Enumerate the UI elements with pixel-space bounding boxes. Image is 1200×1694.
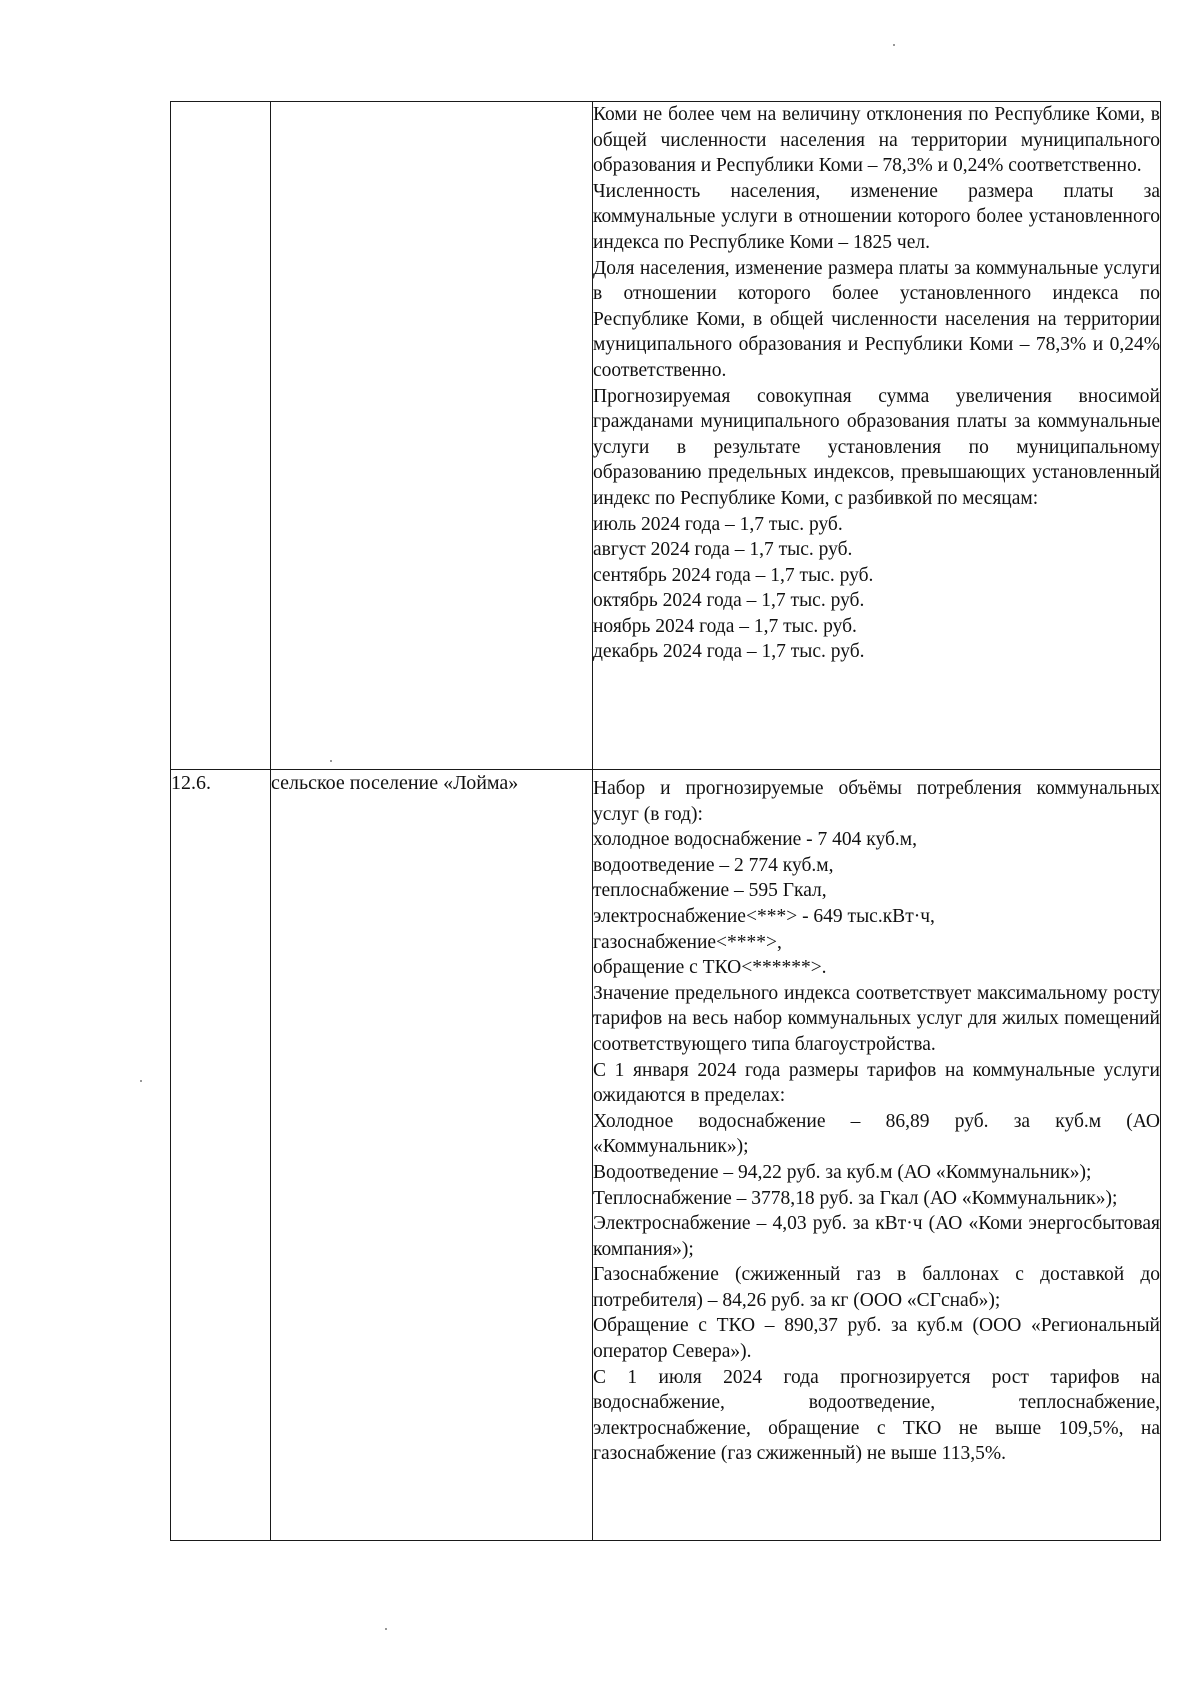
scan-speck (385, 1628, 387, 1630)
monthly-amount: декабрь 2024 года – 1,7 тыс. руб. (593, 641, 865, 663)
row-name-cell (271, 102, 593, 770)
scan-speck (893, 44, 895, 46)
scan-speck (140, 1080, 142, 1082)
consumption-item: теплоснабжение – 595 Гкал, (593, 880, 827, 902)
paragraph: Коми не более чем на величину отклонения по Республике Коми, в общей численности населения на территории муниципального образования и Республики Коми – 78,3% и 0,24% соответственно. (593, 104, 1160, 177)
paragraph: Доля населения, изменение размера платы за коммунальные услуги в отношении которого более установленного индекса по Республике Коми, в общей численности населения на территории муниципального образования и Республики Коми – 78,3% и 0,24% соответственно. (593, 257, 1160, 381)
paragraph: Прогнозируемая совокупная сумма увеличения вносимой гражданами муниципального образования платы за коммунальные услуги в результате установления по муниципальному образованию предельных индексов, превышающих установленный индекс по Республике Коми, с разбивкой по месяцам: (593, 385, 1160, 509)
monthly-amount: август 2024 года – 1,7 тыс. руб. (593, 539, 853, 561)
row-text-cell (593, 770, 1161, 1541)
monthly-amount: ноябрь 2024 года – 1,7 тыс. руб. (593, 615, 857, 637)
row-name-cell: сельское поселение «Лойма» (271, 770, 593, 1541)
tariff-item: Электроснабжение – 4,03 руб. за кВт·ч (АО «Коми энергосбытовая компания»); (593, 1213, 1160, 1260)
row-number-cell (171, 102, 271, 770)
consumption-item: обращение с ТКО<******>. (593, 957, 827, 979)
consumption-item: газоснабжение<****>, (593, 931, 782, 953)
consumption-item: электроснабжение<***> - 649 тыс.кВт·ч, (593, 905, 935, 927)
row-text-cell (593, 102, 1161, 770)
paragraph: Численность населения, изменение размера платы за коммунальные услуги в отношении которого более установленного индекса по Республике Коми – 1825 чел. (593, 180, 1160, 253)
text-block (593, 770, 1160, 1467)
tariff-item: Водоотведение – 94,22 руб. за куб.м (АО «Коммунальник»); (593, 1161, 1092, 1183)
consumption-item: холодное водоснабжение - 7 404 куб.м, (593, 829, 917, 851)
monthly-amount: июль 2024 года – 1,7 тыс. руб. (593, 513, 843, 535)
tariff-item: Газоснабжение (сжиженный газ в баллонах с доставкой до потребителя) – 84,26 руб. за кг (ООО «СГснаб»); (593, 1264, 1160, 1311)
monthly-amount: октябрь 2024 года – 1,7 тыс. руб. (593, 590, 865, 612)
paragraph: Набор и прогнозируемые объёмы потребления коммунальных услуг (в год): (593, 778, 1160, 825)
table-row (171, 770, 1161, 1541)
row-number-cell: 12.6. (171, 770, 271, 1541)
monthly-amount: сентябрь 2024 года – 1,7 тыс. руб. (593, 564, 874, 586)
tariff-item: Теплоснабжение – 3778,18 руб. за Гкал (АО «Коммунальник»); (593, 1187, 1118, 1209)
document-table (170, 101, 1161, 1541)
paragraph: Значение предельного индекса соответствует максимальному росту тарифов на весь набор коммунальных услуг для жилых помещений соответствующего типа благоустройства. (593, 982, 1160, 1055)
tariff-item: Обращение с ТКО – 890,37 руб. за куб.м (ООО «Региональный оператор Севера»). (593, 1315, 1160, 1363)
table-row (171, 102, 1161, 770)
tariff-item: Холодное водоснабжение – 86,89 руб. за куб.м (АО «Коммунальник»); (593, 1110, 1160, 1158)
paragraph: С 1 июля 2024 года прогнозируется рост тарифов на водоснабжение, водоотведение, теплоснабжение, электроснабжение, обращение с ТКО не выше 109,5%, на газоснабжение (газ сжиженный) не выше 113,5%. (593, 1366, 1160, 1465)
consumption-item: водоотведение – 2 774 куб.м, (593, 854, 834, 876)
paragraph: С 1 января 2024 года размеры тарифов на коммунальные услуги ожидаются в пределах: (593, 1059, 1160, 1107)
text-block (593, 102, 1160, 665)
